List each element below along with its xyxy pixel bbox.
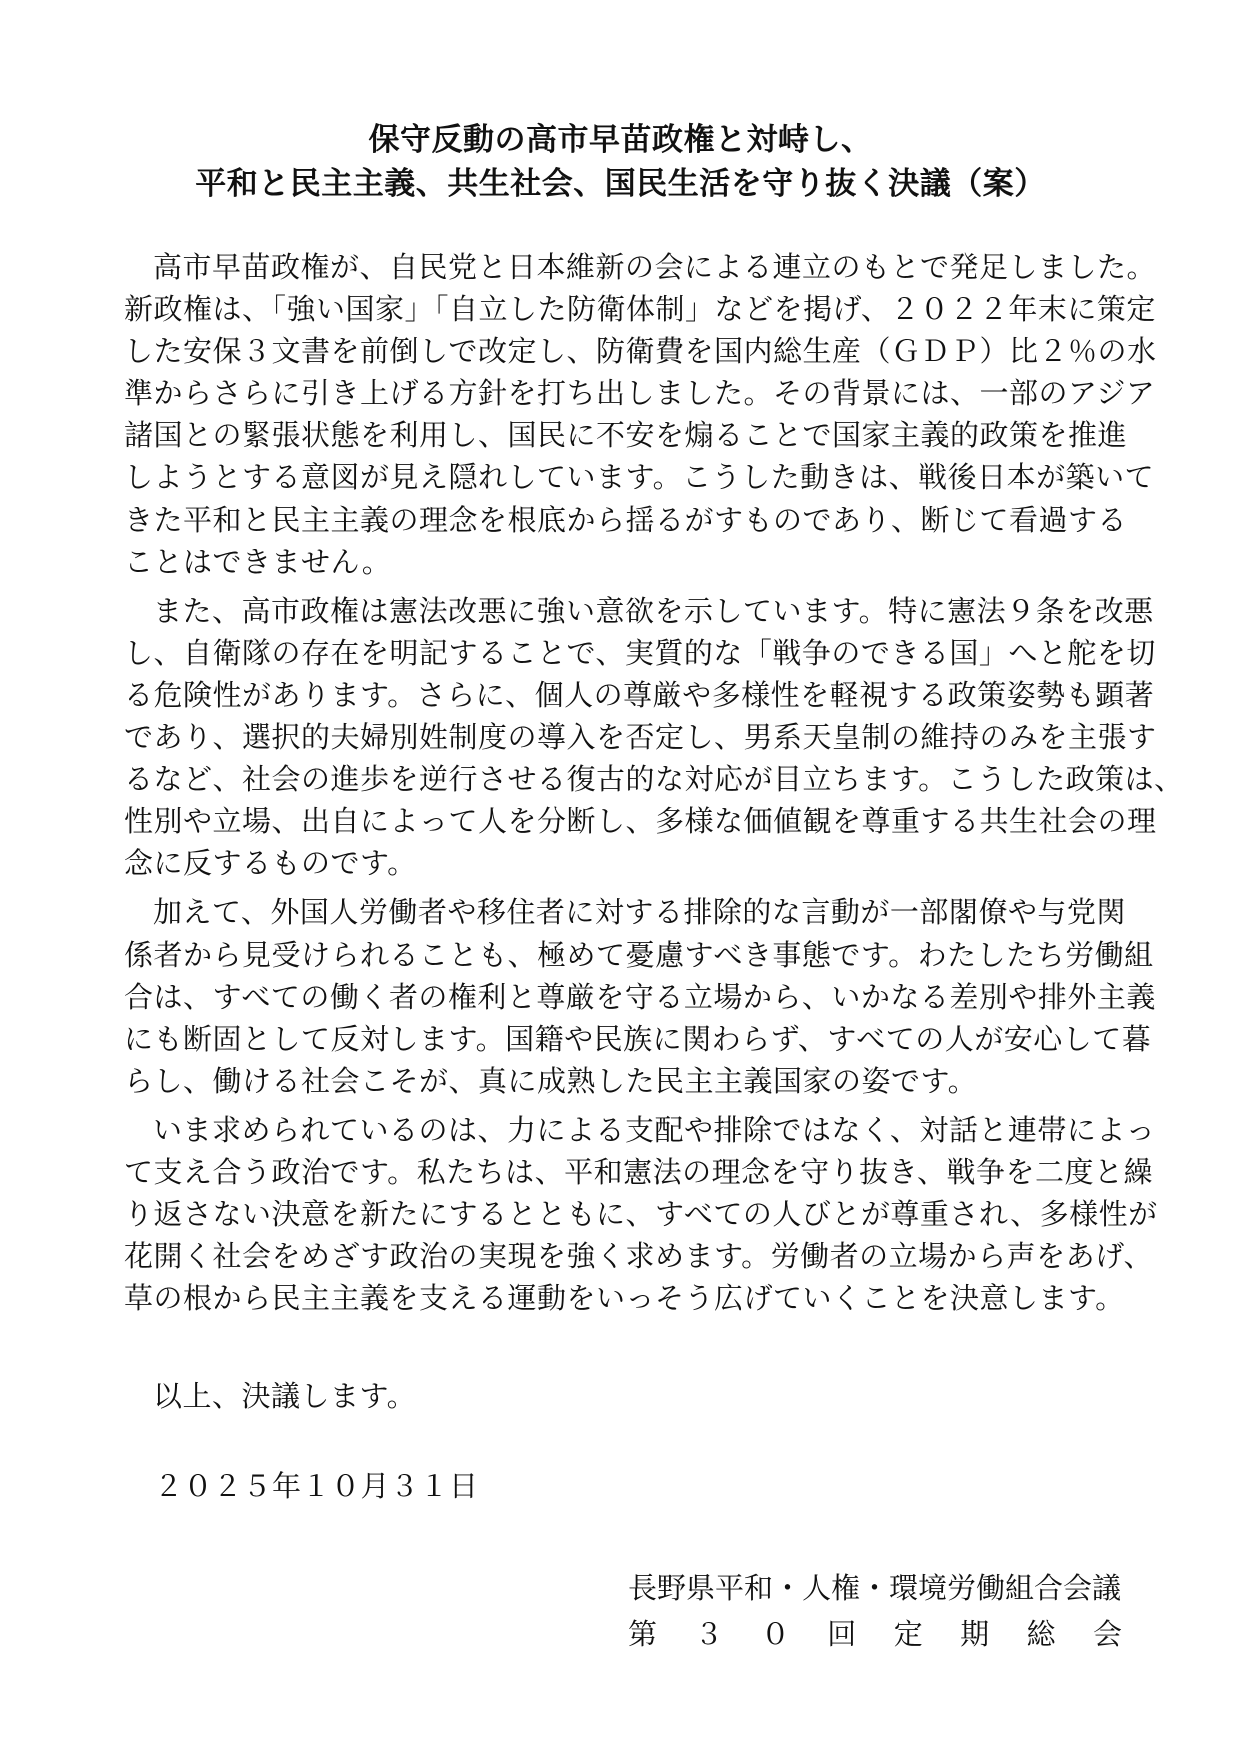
text-line: ことはできません。 (124, 544, 392, 579)
meeting-char: 定 (893, 1617, 923, 1651)
resolution-body (124, 246, 1184, 1326)
resolution-date: ２０２５年１０月３１日 (154, 1469, 479, 1503)
text-line: 性別や立場、出自によって人を分断し、多様な価値観を尊重する共生社会の理 (124, 804, 1157, 839)
text-line: した安保３文書を前倒しで改定し、防衛費を国内総生産（ＧＤＰ）比２％の水 (124, 334, 1157, 369)
text-line: し、自衛隊の存在を明記することで、実質的な「戦争のできる国」へと舵を切 (124, 635, 1156, 670)
document-title-line-2: 平和と民主主義、共生社会、国民生活を守り抜く決議（案） (195, 166, 1046, 202)
meeting-char: ３ (694, 1617, 724, 1651)
organization-name: 長野県平和・人権・環境労働組合会議 (628, 1571, 1122, 1605)
text-line: であり、選択的夫婦別姓制度の導入を否定し、男系天皇制の維持のみを主張す (124, 720, 1157, 755)
text-line: 花開く社会をめざす政治の実現を強く求めます。労働者の立場から声をあげ、 (124, 1239, 1154, 1274)
meeting-char: 第 (628, 1617, 658, 1651)
text-line: 諸国との緊張状態を利用し、国民に不安を煽ることで国家主義的政策を推進 (124, 418, 1128, 453)
text-line: る危険性があります。さらに、個人の尊厳や多様性を軽視する政策姿勢も顕著 (124, 677, 1155, 712)
meeting-name (628, 1613, 1122, 1655)
text-line: 念に反するものです。 (124, 846, 417, 881)
text-line: また、高市政権は憲法改悪に強い意欲を示しています。特に憲法９条を改悪 (153, 593, 1154, 628)
text-line: 草の根から民主主義を支える運動をいっそう広げていくことを決意します。 (124, 1281, 1125, 1316)
text-line: るなど、社会の進歩を逆行させる復古的な対応が目立ちます。こうした政策は、 (124, 762, 1184, 797)
text-line: 加えて、外国人労働者や移住者に対する排除的な言動が一部閣僚や与党関 (153, 895, 1126, 930)
meeting-char: 総 (1026, 1617, 1056, 1651)
meeting-char: 回 (827, 1617, 857, 1651)
closing-statement: 以上、決議します。 (153, 1379, 417, 1413)
text-line: 準からさらに引き上げる方針を打ち出しました。その背景には、一部のアジア (124, 376, 1156, 411)
document-title-line-1: 保守反動の高市早苗政権と対峙し、 (368, 122, 873, 158)
meeting-char: 会 (1092, 1617, 1122, 1651)
text-line: 合は、すべての働く者の権利と尊厳を守る立場から、いかなる差別や排外主義 (124, 979, 1156, 1014)
text-line: て支え合う政治です。私たちは、平和憲法の理念を守り抜き、戦争を二度と繰 (124, 1154, 1154, 1189)
text-line: らし、働ける社会こそが、真に成熟した民主主義国家の姿です。 (124, 1063, 978, 1098)
text-line: 新政権は、「強い国家」「自立した防衛体制」などを掲げ、２０２２年末に策定 (124, 292, 1156, 327)
text-line: り返さない決意を新たにするとともに、すべての人びとが尊重され、多様性が (124, 1197, 1158, 1232)
text-line: きた平和と民主主義の理念を根底から揺るがすものであり、断じて看過する (124, 502, 1128, 537)
paragraph-4 (124, 1109, 1158, 1319)
text-line: にも断固として反対します。国籍や民族に関わらず、すべての人が安心して暮 (124, 1021, 1152, 1056)
text-line: いま求められているのは、力による支配や排除ではなく、対話と連帯によっ (153, 1112, 1156, 1147)
meeting-char: ０ (760, 1617, 790, 1651)
paragraph-2 (124, 590, 1184, 885)
meeting-char: 期 (960, 1617, 990, 1651)
text-line: しようとする意図が見え隠れしています。こうした動きは、戦後日本が築いて (124, 460, 1155, 495)
text-line: 係者から見受けられることも、極めて憂慮すべき事態です。わたしたち労働組 (124, 937, 1154, 972)
text-line: 高市早苗政権が、自民党と日本維新の会による連立のもとで発足しました。 (153, 250, 1157, 284)
paragraph-1 (124, 246, 1157, 583)
paragraph-3 (124, 891, 1156, 1101)
